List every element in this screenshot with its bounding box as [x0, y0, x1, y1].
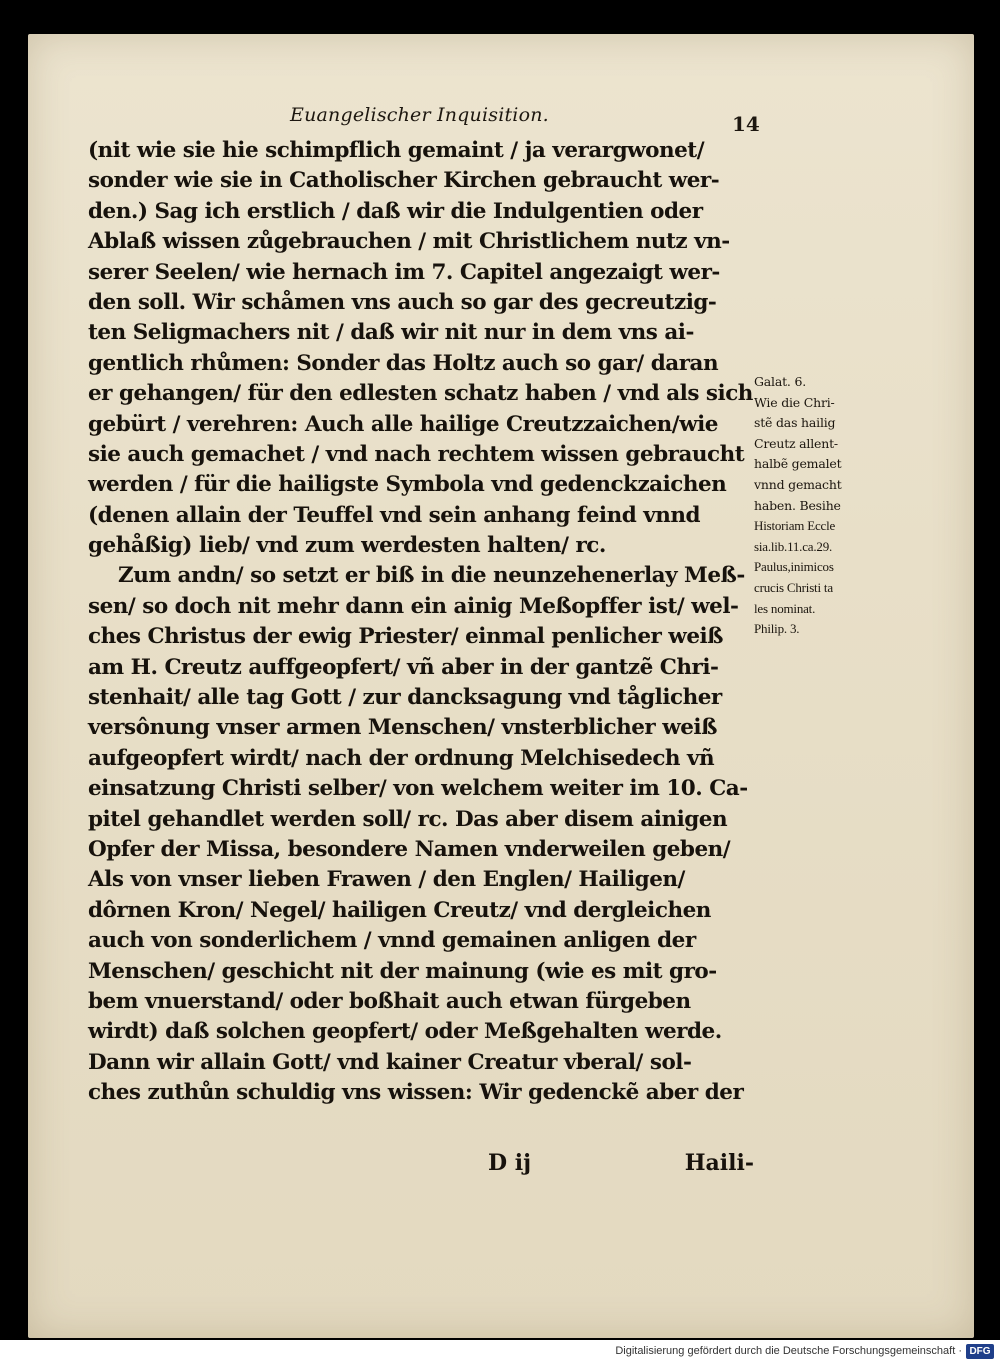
margin-notes — [754, 372, 884, 640]
text-line: er gehangen/ für den edlesten schatz haben / vnd als sich — [88, 381, 753, 407]
margin-note-line: stẽ das hailig — [754, 415, 836, 431]
digitization-footer — [0, 1340, 1000, 1364]
margin-note-line: Historiam Eccle — [754, 518, 836, 534]
text-line: den.) Sag ich erstlich / daß wir die Indulgentien oder — [88, 198, 703, 224]
text-line: am H. Creutz auffgeopfert/ vñ aber in der gantzẽ Chri- — [88, 654, 719, 680]
text-line: ches zuthůn schuldig vns wissen: Wir gedenckẽ aber der — [88, 1080, 744, 1106]
margin-note-line: Creutz allent- — [754, 435, 838, 451]
margin-note-line: Wie die Chri- — [754, 394, 835, 410]
text-line: auch von sonderlichem / vnnd gemainen anligen der — [88, 928, 696, 954]
margin-note-line: Galat. 6. — [754, 374, 806, 389]
text-line: versônung vnser armen Menschen/ vnsterblicher weiß — [88, 715, 717, 741]
text-line: Ablaß wissen zůgebrauchen / mit Christlichem nutz vn- — [88, 229, 730, 255]
text-line: stenhait/ alle tag Gott / zur dancksagung vnd tåglicher — [88, 685, 722, 711]
margin-note-line: Philip. 3. — [754, 621, 800, 637]
folio-number: 14 — [732, 112, 760, 136]
text-line: ches Christus der ewig Priester/ einmal penlicher weiß — [88, 624, 723, 650]
text-line: (nit wie sie hie schimpflich gemaint / ja verargwonet/ — [88, 138, 705, 163]
text-line: sie auch gemachet / vnd nach rechtem wissen gebraucht — [88, 441, 745, 467]
running-head: Euangelischer Inquisition. — [290, 104, 549, 126]
text-line: Opfer der Missa, besondere Namen vnderweilen geben/ — [88, 836, 731, 862]
text-line: (denen allain der Teuffel vnd sein anhang feind vnnd — [88, 502, 701, 528]
margin-note-line: halbẽ gemalet — [754, 456, 842, 472]
text-line: wirdt) daß solchen geopfert/ oder Meßgehalten werde. — [88, 1019, 722, 1045]
margin-note-line: les nominat. — [754, 600, 816, 616]
dfg-logo-icon: DFG — [966, 1344, 994, 1359]
margin-note-line: haben. Besihe — [754, 497, 841, 513]
paragraph-start-line: Zum andn/ so setzt er biß in die neunzehenerlay Meß- — [118, 563, 745, 589]
margin-note-line: crucis Christi ta — [754, 579, 833, 595]
text-line: werden / für die hailigste Symbola vnd gedenckzaichen — [88, 472, 727, 498]
text-line: sen/ so doch nit mehr dann ein ainig Meßopffer ist/ wel- — [88, 593, 739, 619]
text-line: sonder wie sie in Catholischer Kirchen gebraucht wer- — [88, 168, 720, 194]
text-line: gentlich rhůmen: Sonder das Holtz auch so gar/ daran — [88, 350, 719, 376]
catchword: Haili- — [684, 1150, 754, 1176]
digitization-credit: Digitalisierung gefördert durch die Deutsche Forschungsgemeinschaft · — [615, 1345, 962, 1357]
text-line: Dann wir allain Gott/ vnd kainer Creatur vberal/ sol- — [88, 1049, 692, 1075]
text-line: gehåßig) lieb/ vnd zum werdesten halten/ rc. — [88, 533, 606, 559]
text-line: gebürt / verehren: Auch alle hailige Creutzzaichen/wie — [88, 411, 718, 437]
body-text — [88, 136, 754, 1109]
text-line: einsatzung Christi selber/ von welchem weiter im 10. Ca- — [88, 776, 748, 802]
margin-note-line: sia.lib.11.ca.29. — [754, 538, 833, 554]
text-line: den soll. Wir schåmen vns auch so gar des gecreutzig- — [88, 289, 717, 315]
text-line: bem vnuerstand/ oder boßhait auch etwan fürgeben — [88, 988, 691, 1014]
signature-mark: D ij — [488, 1150, 532, 1176]
text-line: serer Seelen/ wie hernach im 7. Capitel angezaigt wer- — [88, 259, 720, 285]
text-line: Menschen/ geschicht nit der mainung (wie es mit gro- — [88, 958, 717, 984]
text-line: dôrnen Kron/ Negel/ hailigen Creutz/ vnd dergleichen — [88, 897, 711, 923]
margin-note-line: vnnd gemacht — [754, 476, 842, 492]
text-line: aufgeopfert wirdt/ nach der ordnung Melchisedech vñ — [88, 745, 715, 771]
margin-note-line: Paulus,inimicos — [754, 559, 834, 575]
text-line: Als von vnser lieben Frawen / den Englen/ Hailigen/ — [88, 867, 685, 893]
text-line: ten Seligmachers nit / daß wir nit nur in dem vns ai- — [88, 320, 694, 346]
text-line: pitel gehandlet werden soll/ rc. Das aber disem ainigen — [88, 806, 728, 832]
page-footer-row — [88, 1150, 754, 1182]
